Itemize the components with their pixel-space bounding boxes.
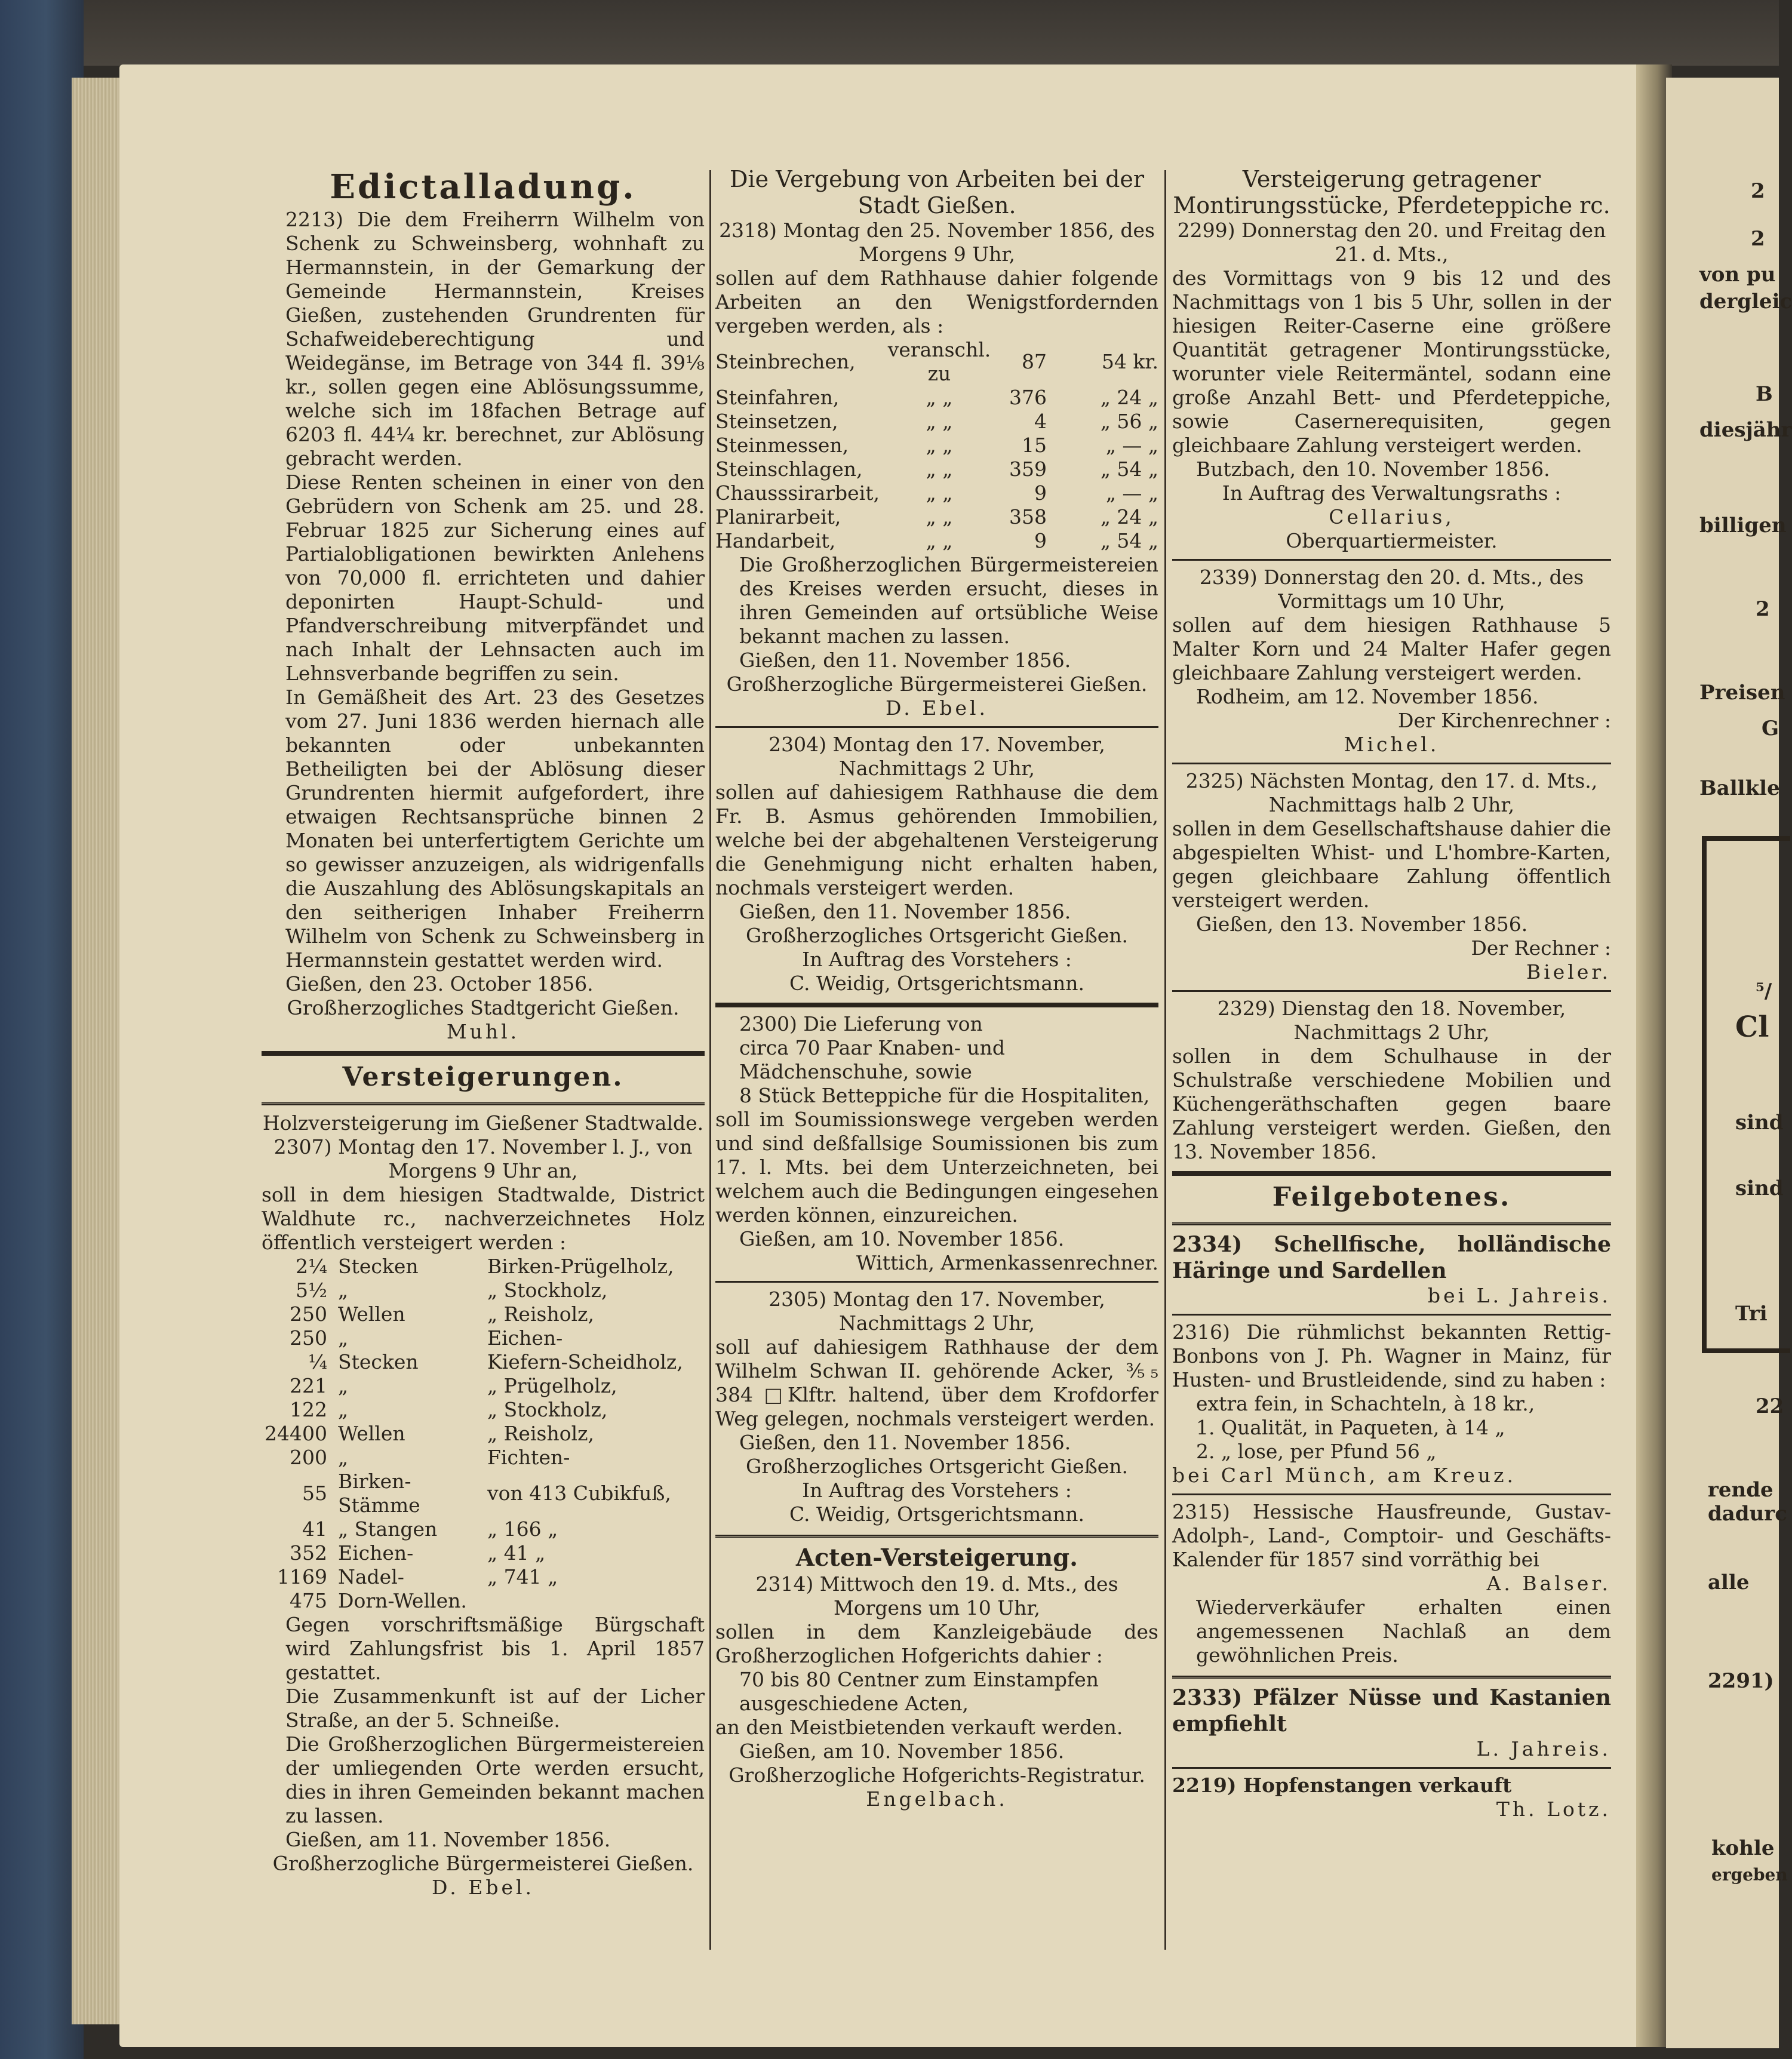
n2339-role: Der Kirchenrechner : xyxy=(1398,709,1611,732)
wood-lot-desc xyxy=(487,1589,705,1613)
n2329-body: sollen in dem Schulhause in der Schulstraße verschiedene Mobilien und Küchengeräthschaften gegen baare Zahlung versteigert werden. Gießen, den 13. November 1856. xyxy=(1172,1044,1611,1163)
works-name: Steinbrechen, xyxy=(715,350,856,373)
facing-fragment: 2 xyxy=(1751,227,1765,251)
n2325-date: Gießen, den 13. November 1856. xyxy=(1196,912,1528,936)
works-florin: 358 xyxy=(1009,505,1047,528)
wood-bail-note: Gegen vorschriftsmäßige Bürgschaft wird Zahlungsfrist bis 1. April 1857 gestattet. xyxy=(285,1613,705,1684)
divider xyxy=(1172,1314,1611,1316)
divider xyxy=(1172,1493,1611,1495)
wood-lot-unit: Stecken xyxy=(338,1350,419,1373)
column-rule xyxy=(709,170,711,1950)
works-name: Steinsetzen, xyxy=(715,410,838,433)
facing-fragment: ⁵/ xyxy=(1756,979,1772,1003)
divider xyxy=(262,1102,705,1105)
n2325-intro: 2325) Nächsten Montag, den 17. d. Mts., Nachmittags halb 2 Uhr, xyxy=(1185,769,1598,816)
works-florin: 87 xyxy=(1021,350,1047,373)
facing-fragment: G xyxy=(1762,717,1779,740)
wood-auction-intro: 2307) Montag den 17. November l. J., von Morgens 9 Uhr an, xyxy=(273,1135,693,1182)
works-kreuzer: „ 24 „ xyxy=(1100,505,1158,528)
divider xyxy=(715,1535,1158,1538)
n2305-court: Großherzogliches Ortsgericht Gießen. xyxy=(745,1455,1129,1478)
n2300-line3: 8 Stück Betteppiche für die Hospitaliten, xyxy=(739,1084,1150,1107)
wood-lot-row xyxy=(262,1565,705,1589)
edict-heading: Edictalladung. xyxy=(330,167,637,207)
works-prefix: „ „ xyxy=(926,410,953,433)
facing-fragment: Tri xyxy=(1735,1302,1768,1326)
works-row xyxy=(715,410,1158,434)
works-name: Steinfahren, xyxy=(715,386,840,409)
facing-fragment: sind xyxy=(1735,1111,1784,1135)
facing-fragment: rende xyxy=(1708,1478,1773,1502)
works-florin: 15 xyxy=(1021,434,1047,457)
offered-heading: Feilgebotenes. xyxy=(1272,1182,1511,1212)
edict-paragraph: 2213) Die dem Freiherrn Wilhelm von Schenk zu Schweinsberg, wohnhaft zu Hermannstein, in der Gemarkung der Gemeinde Hermannstein, Kreises Gießen, zustehenden Grundrenten für Schafweideberechtigung und Weidegänse, im Betrage von 344 fl. 39⅛ kr., sollen gegen eine Ablösungssumme, welche sich im 18fachen Betrage auf 6203 fl. 44¼ kr. berechnet, zur Ablösung gebracht werden. xyxy=(285,208,705,470)
edict-date: Gießen, den 23. October 1856. xyxy=(285,972,594,995)
works-prefix: veranschl. zu xyxy=(887,338,991,385)
wood-lot-qty: 250 xyxy=(290,1326,327,1350)
wood-lot-qty: ¼ xyxy=(308,1350,327,1373)
works-name: Steinmessen, xyxy=(715,434,849,457)
wood-lot-qty: 5½ xyxy=(296,1279,327,1302)
works-row xyxy=(715,529,1158,553)
wood-lot-row xyxy=(262,1255,705,1279)
n2305-order: In Auftrag des Vorstehers : xyxy=(802,1479,1072,1502)
n2304-order: In Auftrag des Vorstehers : xyxy=(802,948,1072,971)
auctions-heading: Versteigerungen. xyxy=(342,1062,624,1092)
works-row xyxy=(715,434,1158,457)
n2304-intro: 2304) Montag den 17. November, Nachmittags 2 Uhr, xyxy=(769,733,1105,780)
wood-lot-unit: Stecken xyxy=(338,1255,419,1278)
works-prefix: „ „ xyxy=(926,386,953,409)
works-kreuzer: „ — „ xyxy=(1105,481,1158,505)
ad-2316-seller: bei Carl Münch, am Kreuz. xyxy=(1172,1464,1516,1487)
facing-fragment: 2 xyxy=(1751,179,1765,203)
wood-lot-desc: „ Reisholz, xyxy=(487,1302,595,1326)
facing-fragment: Cl xyxy=(1735,1010,1769,1044)
wood-lot-qty: 24400 xyxy=(265,1422,327,1445)
wood-lot-list xyxy=(262,1255,705,1613)
wood-lot-desc: „ Stockholz, xyxy=(487,1398,608,1421)
works-kreuzer: „ 54 „ xyxy=(1100,457,1158,481)
works-name: Handarbeit, xyxy=(715,529,836,552)
works-florin: 9 xyxy=(1034,481,1047,505)
book-cover-spine xyxy=(0,0,84,2059)
works-name: Steinschlagen, xyxy=(715,457,863,481)
divider xyxy=(715,726,1158,728)
wood-lot-row xyxy=(262,1589,705,1613)
wood-lot-unit: Wellen xyxy=(338,1302,405,1326)
wood-lot-unit: „ xyxy=(338,1398,349,1421)
wood-lot-qty: 122 xyxy=(290,1398,327,1421)
edict-paragraph: Diese Renten scheinen in einer von den Gebrüdern von Schenk am 25. und 28. Februar 1825 zur Sicherung eines auf Partialobligationen bewirkten Anlehens von 70,000 fl. errichteten und dahier deponirten Haupt-Schuld- und Pfandverschreibung mitverpfändet und nach Inhalt der Lehnsacten auch im Lehnsverbande begriffen zu sein. xyxy=(285,471,705,685)
divider xyxy=(1172,1222,1611,1225)
wood-lot-desc: Fichten- xyxy=(487,1446,570,1469)
works-florin: 4 xyxy=(1034,410,1047,433)
ad-2315: 2315) Hessische Hausfreunde, Gustav-Adolph-, Land-, Comptoir- und Geschäfts-Kalender für 1857 sind vorräthig bei xyxy=(1172,1500,1611,1571)
n2300-line1: 2300) Die Lieferung von xyxy=(739,1012,983,1035)
uniforms-order: In Auftrag des Verwaltungsraths : xyxy=(1222,481,1562,505)
works-row xyxy=(715,457,1158,481)
works-row xyxy=(715,386,1158,410)
ad-2316-price: extra fein, in Schachteln, à 18 kr., xyxy=(1196,1392,1535,1415)
files-body: sollen in dem Kanzleigebäude des Großherzoglichen Hofgerichts dahier : xyxy=(715,1620,1158,1667)
facing-fragment: 22 xyxy=(1756,1394,1784,1418)
ad-2219: 2219) Hopfenstangen verkauft xyxy=(1172,1774,1512,1797)
works-prefix: „ „ xyxy=(926,481,953,505)
files-heading: Acten-Versteigerung. xyxy=(795,1544,1078,1572)
files-date: Gießen, am 10. November 1856. xyxy=(739,1740,1065,1763)
column-rule xyxy=(1164,170,1166,1950)
wood-lot-unit: Eichen- xyxy=(338,1541,414,1565)
column-1 xyxy=(262,166,705,1900)
works-office: Großherzogliche Bürgermeisterei Gießen. xyxy=(726,672,1148,696)
wood-auction-title: Holzversteigerung im Gießener Stadtwalde. xyxy=(262,1111,704,1135)
wood-lot-desc: Kiefern-Scheidholz, xyxy=(487,1350,683,1373)
wood-lot-qty: 1169 xyxy=(277,1565,327,1588)
works-signature: D. Ebel. xyxy=(885,696,989,720)
wood-lot-unit: „ xyxy=(338,1326,349,1350)
wood-lot-unit: Wellen xyxy=(338,1422,405,1445)
n2325-role: Der Rechner : xyxy=(1471,936,1611,960)
wood-lot-desc: „ Stockholz, xyxy=(487,1279,608,1302)
divider xyxy=(1172,990,1611,992)
ad-2315-note: Wiederverkäufer erhalten einen angemessenen Nachlaß an dem gewöhnlichen Preis. xyxy=(1196,1596,1611,1667)
ad-2315-seller: A. Balser. xyxy=(1486,1572,1611,1595)
n2339-body: sollen auf dem hiesigen Rathhause 5 Malter Korn und 24 Malter Hafer gegen gleichbaare Zahlung versteigert werden. xyxy=(1172,613,1611,684)
edict-court: Großherzogliches Stadtgericht Gießen. xyxy=(287,996,680,1019)
works-row xyxy=(715,338,1158,386)
works-kreuzer: „ — „ xyxy=(1105,434,1158,457)
divider xyxy=(715,1281,1158,1283)
ad-2316: 2316) Die rühmlichst bekannten Rettig-Bonbons von J. Ph. Wagner in Mainz, für Husten- und Brustleidende, sind zu haben : xyxy=(1172,1320,1611,1391)
works-title: Die Vergebung von Arbeiten bei der Stadt Gießen. xyxy=(729,166,1145,219)
ad-2334-seller: bei L. Jahreis. xyxy=(1427,1284,1611,1307)
wood-lot-desc: von 413 Cubikfuß, xyxy=(487,1482,671,1505)
works-prefix: „ „ xyxy=(926,529,953,552)
works-name: Planirarbeit, xyxy=(715,505,841,528)
wood-lot-unit: Nadel- xyxy=(338,1565,404,1588)
column-3 xyxy=(1172,166,1611,1821)
wood-lot-row xyxy=(262,1279,705,1302)
n2305-body: soll auf dahiesigem Rathhause der dem Wilhelm Schwan II. gehörende Acker, ⅗₅ 384 □Klftr. haltend, über dem Krofdorfer Weg gelegen, nochmals versteigert werden. xyxy=(715,1335,1158,1430)
wood-lot-qty: 221 xyxy=(290,1374,327,1397)
divider xyxy=(1172,1676,1611,1679)
wood-lot-row xyxy=(262,1350,705,1374)
wood-lot-qty: 475 xyxy=(290,1589,327,1612)
n2339-signature: Michel. xyxy=(1344,733,1440,756)
wood-lot-row xyxy=(262,1398,705,1422)
wood-lot-row xyxy=(262,1541,705,1565)
uniforms-date: Butzbach, den 10. November 1856. xyxy=(1196,457,1550,481)
column-2 xyxy=(715,166,1158,1811)
files-signature: Engelbach. xyxy=(866,1787,1008,1811)
wood-lot-unit: Dorn-Wellen. xyxy=(338,1589,467,1612)
wood-lot-row xyxy=(262,1326,705,1350)
wood-lot-desc: „ 741 „ xyxy=(487,1565,558,1588)
uniforms-signature: Cellarius, xyxy=(1329,505,1455,528)
facing-fragment: 2 xyxy=(1756,597,1770,621)
wood-lot-qty: 250 xyxy=(290,1302,327,1326)
ad-2316-price: 1. Qualität, in Paqueten, à 14 „ xyxy=(1196,1416,1505,1439)
wood-lot-row xyxy=(262,1422,705,1446)
wood-lot-desc: „ 166 „ xyxy=(487,1517,558,1541)
wood-lot-unit: „ xyxy=(338,1374,349,1397)
works-body: sollen auf dem Rathhause dahier folgende Arbeiten an den Wenigstfordernden vergeben werden, als : xyxy=(715,266,1158,337)
n2325-body: sollen in dem Gesellschaftshause dahier die abgespielten Whist- und L'hombre-Karten, gegen gleichbaare Zahlung öffentlich versteigert werden. xyxy=(1172,817,1611,912)
ad-2333: 2333) Pfälzer Nüsse und Kastanien empfiehlt xyxy=(1172,1685,1611,1737)
wood-lot-qty: 2¼ xyxy=(296,1255,327,1278)
wood-lot-qty: 41 xyxy=(302,1517,327,1541)
works-prefix: „ „ xyxy=(926,505,953,528)
divider xyxy=(715,1003,1158,1007)
works-kreuzer: „ 56 „ xyxy=(1100,410,1158,433)
wood-lot-qty: 352 xyxy=(290,1541,327,1565)
n2305-date: Gießen, den 11. November 1856. xyxy=(739,1431,1071,1454)
facing-fragment: B xyxy=(1756,382,1773,406)
n2339-intro: 2339) Donnerstag den 20. d. Mts., des Vormittags um 10 Uhr, xyxy=(1199,566,1584,613)
wood-lot-row xyxy=(262,1374,705,1398)
works-kreuzer: „ 24 „ xyxy=(1100,386,1158,409)
ad-2334: 2334) Schellfische, holländische Häringe und Sardellen xyxy=(1172,1232,1611,1283)
section-divider xyxy=(1172,1171,1611,1176)
n2300-line2: circa 70 Paar Knaben- und Mädchenschuhe, sowie xyxy=(739,1036,1006,1083)
facing-fragment: dergleic xyxy=(1699,290,1792,314)
uniforms-title: Versteigerung getragener Montirungsstücke, Pferdeteppiche rc. xyxy=(1173,166,1610,219)
n2305-intro: 2305) Montag den 17. November, Nachmittags 2 Uhr, xyxy=(769,1287,1105,1335)
wood-signature: D. Ebel. xyxy=(431,1876,535,1899)
works-row xyxy=(715,481,1158,505)
works-row xyxy=(715,505,1158,529)
divider xyxy=(1172,763,1611,764)
n2339-date: Rodheim, am 12. November 1856. xyxy=(1196,685,1539,708)
facing-fragment: dadurc xyxy=(1708,1502,1787,1526)
wood-lot-desc: „ 41 „ xyxy=(487,1541,546,1565)
n2304-court: Großherzogliches Ortsgericht Gießen. xyxy=(745,924,1129,947)
wood-lot-desc: „ Prügelholz, xyxy=(487,1374,617,1397)
works-prefix: „ „ xyxy=(926,434,953,457)
uniforms-role: Oberquartiermeister. xyxy=(1286,529,1498,552)
wood-lot-row xyxy=(262,1302,705,1326)
facing-fragment: Preisen xyxy=(1699,681,1785,705)
works-florin: 376 xyxy=(1009,386,1047,409)
ad-2316-price: 2. „ lose, per Pfund 56 „ xyxy=(1196,1440,1437,1463)
works-kreuzer: 54 kr. xyxy=(1101,350,1158,373)
files-intro: 2314) Mittwoch den 19. d. Mts., des Morgens um 10 Uhr, xyxy=(755,1572,1118,1619)
wood-lot-row xyxy=(262,1446,705,1470)
wood-lot-unit: Birken-Stämme xyxy=(338,1470,420,1517)
wood-lot-desc: Eichen- xyxy=(487,1326,563,1350)
wood-lot-row xyxy=(262,1517,705,1541)
works-date: Gießen, den 11. November 1856. xyxy=(739,649,1071,672)
n2304-body: sollen auf dahiesigem Rathhause die dem Fr. B. Asmus gehörenden Immobilien, welche bei der abgehaltenen Versteigerung die Genehmigung nicht erhalten haben, nochmals versteigert werden. xyxy=(715,780,1158,899)
n2325-signature: Bieler. xyxy=(1526,960,1611,984)
edict-signature: Muhl. xyxy=(446,1020,520,1043)
book-cover-top xyxy=(0,0,1779,66)
files-body2: an den Meistbietenden verkauft werden. xyxy=(715,1716,1123,1739)
wood-request-note: Die Großherzoglichen Bürgermeistereien der umliegenden Orte werden ersucht, dies in ihren Gemeinden bekannt machen zu lassen. xyxy=(285,1732,705,1827)
edict-paragraph: In Gemäßheit des Art. 23 des Gesetzes vom 27. Juni 1836 werden hiernach alle bekannten oder unbekannten Betheiligten bei der Ablösung dieser Grundrenten hiermit aufgefordert, ihre etwaigen Rechtsansprüche binnen 2 Monaten bei unterfertigtem Gerichte um so gewisser anzuzeigen, als widrigenfalls die Auszahlung des Ablösungskapitals an den seitherigen Inhaber Freiherrn Wilhelm von Schenk zu Schweinsberg in Hermannstein gestattet werden wird. xyxy=(285,686,705,972)
wood-date: Gießen, am 11. November 1856. xyxy=(285,1828,611,1851)
facing-fragment: ergeben xyxy=(1711,1865,1788,1885)
works-request: Die Großherzoglichen Bürgermeistereien des Kreises werden ersucht, dieses in ihren Gemeinden auf ortsübliche Weise bekannt machen zu lassen. xyxy=(739,553,1158,648)
n2304-signature: C. Weidig, Ortsgerichtsmann. xyxy=(789,972,1085,995)
wood-meeting-note: Die Zusammenkunft ist auf der Licher Straße, an der 5. Schneiße. xyxy=(285,1685,705,1732)
wood-auction-body: soll in dem hiesigen Stadtwalde, District Waldhute rc., nachverzeichnetes Holz öffentlich versteigert werden : xyxy=(262,1183,705,1254)
works-kreuzer: „ 54 „ xyxy=(1100,529,1158,552)
works-florin: 9 xyxy=(1034,529,1047,552)
works-intro: 2318) Montag den 25. November 1856, des Morgens 9 Uhr, xyxy=(719,219,1155,266)
wood-lot-desc: „ Reisholz, xyxy=(487,1422,595,1445)
files-item: 70 bis 80 Centner zum Einstampfen ausgeschiedene Acten, xyxy=(739,1668,1099,1715)
n2304-date: Gießen, den 11. November 1856. xyxy=(739,900,1071,923)
works-cost-list xyxy=(715,338,1158,553)
n2329-intro: 2329) Dienstag den 18. November, Nachmittags 2 Uhr, xyxy=(1217,997,1566,1044)
n2305-signature: C. Weidig, Ortsgerichtsmann. xyxy=(789,1502,1085,1526)
works-name: Chausssirarbeit, xyxy=(715,481,880,505)
facing-fragment: von pu xyxy=(1699,263,1776,287)
works-prefix: „ „ xyxy=(926,457,953,481)
facing-fragment: diesjähr xyxy=(1699,418,1792,442)
facing-fragment: kohle xyxy=(1711,1836,1775,1860)
wood-lot-qty: 200 xyxy=(290,1446,327,1469)
wood-lot-unit: „ xyxy=(338,1279,349,1302)
wood-lot-row xyxy=(262,1470,705,1517)
n2300-signature: Wittich, Armenkassenrechner. xyxy=(856,1251,1158,1274)
files-office: Großherzogliche Hofgerichts-Registratur. xyxy=(729,1763,1145,1787)
n2300-date: Gießen, am 10. November 1856. xyxy=(739,1227,1065,1250)
works-florin: 359 xyxy=(1009,457,1047,481)
facing-fragment: alle xyxy=(1708,1571,1750,1594)
facing-fragment: billigen xyxy=(1699,514,1787,537)
divider xyxy=(1172,559,1611,561)
wood-lot-qty: 55 xyxy=(302,1482,327,1505)
ad-2219-seller: Th. Lotz. xyxy=(1496,1797,1611,1821)
ad-2333-seller: L. Jahreis. xyxy=(1476,1737,1611,1760)
wood-lot-unit: „ xyxy=(338,1446,349,1469)
wood-office: Großherzogliche Bürgermeisterei Gießen. xyxy=(272,1852,694,1875)
facing-fragment: sind xyxy=(1735,1176,1784,1200)
uniforms-body: des Vormittags von 9 bis 12 und des Nachmittags von 1 bis 5 Uhr, sollen in der hiesigen Reiter-Caserne eine größere Quantität getragener Montirungsstücke, worunter viele Reitermäntel, sodann eine große Anzahl Bett- und Pferdeteppiche, sowie Casernerequisiten, gegen gleichbaare Zahlung versteigert werden. xyxy=(1172,266,1611,457)
section-divider xyxy=(262,1051,705,1056)
facing-fragment: Ballkle xyxy=(1699,776,1780,800)
divider xyxy=(1172,1767,1611,1769)
uniforms-intro: 2299) Donnerstag den 20. und Freitag den 21. d. Mts., xyxy=(1177,219,1606,266)
wood-lot-desc: Birken-Prügelholz, xyxy=(487,1255,674,1278)
wood-lot-unit: „ Stangen xyxy=(338,1517,438,1541)
facing-page-frame xyxy=(1702,836,1790,1353)
n2300-body: soll im Soumissionswege vergeben werden und sind deßfallsige Soumissionen bis zum 17. l. Mts. bei dem Unterzeichneten, bei welchem auch die Bedingungen eingesehen werden können, einzureichen. xyxy=(715,1108,1158,1227)
facing-fragment: 2291) xyxy=(1708,1669,1774,1693)
